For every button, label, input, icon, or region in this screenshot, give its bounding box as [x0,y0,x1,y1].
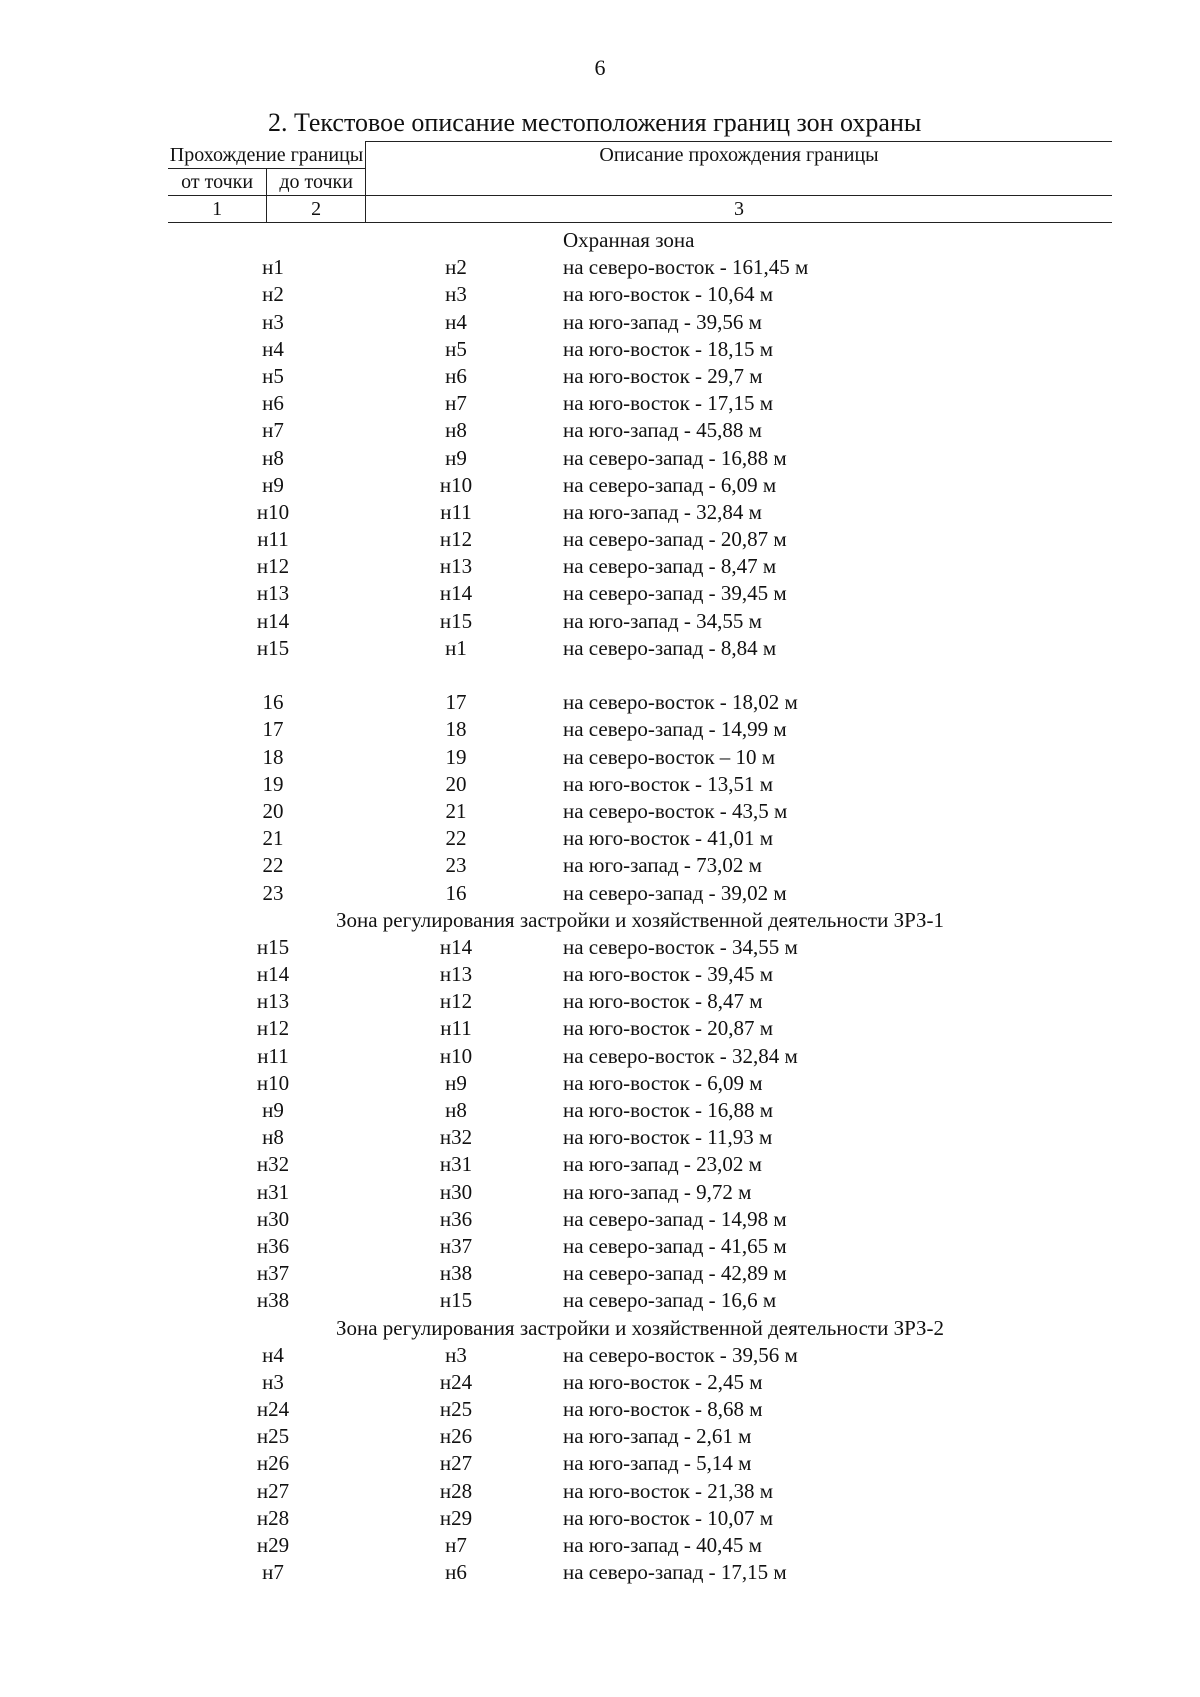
table-row [168,1396,1112,1423]
table-row [168,988,1112,1015]
from-point-cell: н28 [256,1505,290,1530]
to-point-cell: н3 [445,282,467,307]
from-point-cell: н3 [262,1369,284,1394]
from-point-cell: н25 [256,1424,290,1449]
to-point-cell: н1 [445,635,467,660]
from-point-cell: н4 [262,336,284,361]
from-point-cell: н9 [262,1098,284,1122]
description-cell: на юго-восток - 10,07 м [563,1505,774,1530]
to-point-cell: н38 [439,1261,473,1286]
from-point-cell: н29 [256,1533,290,1557]
table-row [168,390,1112,417]
table-row [168,608,1112,635]
description-cell: на юго-восток - 18,15 м [563,336,774,361]
description-cell: на северо-запад - 14,98 м [563,1206,787,1231]
from-point-cell: н30 [256,1206,290,1231]
to-point-cell: н36 [439,1206,473,1231]
to-point-cell: н14 [439,581,473,606]
to-point-cell: н6 [445,1560,467,1585]
description-cell: на юго-запад - 73,02 м [563,853,762,878]
to-point-cell: н4 [445,309,467,334]
to-point-cell: н8 [445,1098,467,1122]
table-row [168,363,1112,390]
from-point-cell: 19 [262,771,284,796]
table-row [168,309,1112,336]
from-point-cell: н10 [256,499,290,524]
description-cell: на северо-запад - 39,02 м [563,880,787,905]
table-row [168,1532,1112,1559]
description-cell: на юго-запад - 45,88 м [563,418,762,443]
table-row [168,1015,1112,1042]
description-cell: на юго-восток - 39,45 м [563,962,774,987]
description-cell: на северо-запад - 20,87 м [563,527,787,552]
description-cell: на северо-запад - 39,45 м [563,581,787,606]
table-row [168,934,1112,961]
table-row [168,1342,1112,1369]
description-cell: на северо-запад - 42,89 м [563,1261,787,1286]
zone-heading [168,907,1112,934]
from-point-cell: 20 [262,798,284,823]
from-point-cell: 21 [262,826,284,851]
from-point-cell: н11 [257,1043,289,1068]
description-cell: на северо-восток – 10 м [563,744,776,769]
to-point-cell: н29 [439,1505,473,1530]
from-point-cell: н12 [256,554,290,579]
to-point-cell: н11 [440,499,472,524]
to-point-cell: н5 [445,336,467,361]
zone-heading [168,1315,1112,1342]
table-row [168,961,1112,988]
description-cell: на северо-запад - 6,09 м [563,472,777,497]
description-cell: на северо-восток - 34,55 м [563,934,798,959]
description-cell: на юго-запад - 5,14 м [563,1451,752,1476]
table-row [168,635,1112,662]
description-cell: на юго-восток - 8,47 м [563,989,763,1014]
to-point-cell: 19 [445,744,467,769]
description-cell: на северо-запад - 41,65 м [563,1233,787,1258]
to-point-cell: н2 [445,255,467,280]
from-point-cell: н8 [262,1125,284,1150]
table-row [168,1287,1112,1314]
to-point-cell: н11 [440,1016,472,1041]
table-row [168,553,1112,580]
description-cell: на юго-восток - 20,87 м [563,1016,774,1041]
to-point-cell: н15 [439,608,473,633]
zone-heading [168,227,1112,254]
to-point-cell: н28 [439,1478,473,1503]
from-point-cell: н1 [262,255,284,280]
from-point-cell: 17 [262,717,284,742]
to-point-cell: н30 [439,1179,473,1204]
table-row [168,1233,1112,1260]
to-point-cell: 16 [445,880,467,905]
from-point-cell: н13 [256,581,290,606]
table-row [168,852,1112,879]
from-point-cell: н32 [256,1152,290,1177]
to-point-cell: н10 [439,472,473,497]
table-row [168,1559,1112,1586]
from-point-cell: н24 [256,1397,290,1422]
description-cell: на северо-восток - 32,84 м [563,1043,798,1068]
from-point-cell: н10 [256,1070,290,1095]
table-row [168,1369,1112,1396]
from-point-cell: н14 [256,608,290,633]
table-row [168,1206,1112,1233]
from-point-cell: н15 [256,635,290,660]
from-point-cell: н5 [262,363,284,388]
to-point-cell: н3 [445,1342,467,1367]
to-point-cell: н24 [439,1369,473,1394]
description-cell: на северо-запад - 16,6 м [563,1288,777,1313]
from-point-cell: н31 [256,1179,290,1204]
table-row [168,716,1112,743]
header-from-label: от точки [168,168,267,195]
to-point-cell: н6 [445,363,467,388]
document-title: 2. Текстовое описание местоположения границ зон охраны [268,108,922,137]
to-point-cell: н7 [445,1533,467,1557]
table-header [168,141,1112,223]
from-point-cell: н11 [257,527,289,552]
description-cell: на юго-восток - 21,38 м [563,1478,774,1503]
header-column-3: 3 [366,195,1113,222]
from-point-cell: н2 [262,282,284,307]
to-point-cell: 21 [445,798,467,823]
header-to-label: до точки [267,168,366,195]
to-point-cell: н37 [439,1233,473,1258]
table-body [168,227,1112,1586]
to-point-cell: 22 [445,826,467,851]
description-cell: на северо-запад - 14,99 м [563,717,787,742]
table-row [168,744,1112,771]
description-cell: на северо-восток - 43,5 м [563,798,788,823]
to-point-cell: н9 [445,445,467,470]
description-cell: на юго-запад - 23,02 м [563,1152,762,1177]
table-row [168,1260,1112,1287]
zone-heading-label: Охранная зона [563,228,695,252]
blank-row [168,662,1112,689]
description-cell: на юго-запад - 32,84 м [563,499,762,524]
to-point-cell: 17 [445,690,467,715]
table-row [168,1179,1112,1206]
table-row [168,880,1112,907]
description-cell: на северо-запад - 8,47 м [563,554,777,579]
description-cell: на северо-восток - 161,45 м [563,255,809,280]
header-description-label: Описание прохождения границы [366,142,1113,196]
table-row [168,1478,1112,1505]
from-point-cell: 18 [262,744,284,769]
to-point-cell: н25 [439,1397,473,1422]
to-point-cell: н14 [439,934,473,959]
to-point-cell: н8 [445,418,467,443]
from-point-cell: н9 [262,472,284,497]
table-row [168,771,1112,798]
table-row [168,336,1112,363]
header-group-label: Прохождение границы [168,142,366,169]
page-number: 6 [594,55,606,80]
to-point-cell: н13 [439,554,473,579]
to-point-cell: н7 [445,391,467,416]
from-point-cell: н38 [256,1288,290,1313]
description-cell: на юго-восток - 41,01 м [563,826,774,851]
from-point-cell: 23 [262,880,284,905]
to-point-cell: н26 [439,1424,473,1449]
from-point-cell: н26 [256,1451,290,1476]
from-point-cell: н15 [256,934,290,959]
to-point-cell: н12 [439,527,473,552]
table-row [168,1505,1112,1532]
table-row [168,1070,1112,1097]
from-point-cell: н14 [256,962,290,987]
table-row [168,1151,1112,1178]
to-point-cell: 23 [445,853,467,878]
table-row [168,1097,1112,1124]
from-point-cell: н13 [256,989,290,1014]
table-row [168,1124,1112,1151]
to-point-cell: н12 [439,989,473,1014]
table-row [168,1450,1112,1477]
description-cell: на северо-запад - 16,88 м [563,445,787,470]
table-row [168,798,1112,825]
zone-heading-label: Зона регулирования застройки и хозяйственной деятельности ЗРЗ-2 [335,1315,945,1340]
to-point-cell: н32 [439,1125,473,1150]
description-cell: на северо-восток - 18,02 м [563,690,798,715]
description-cell: на юго-восток - 16,88 м [563,1098,774,1122]
to-point-cell: н9 [445,1070,467,1095]
to-point-cell: 20 [445,771,467,796]
from-point-cell: н7 [262,1560,284,1585]
to-point-cell: н31 [439,1152,473,1177]
description-cell: на юго-восток - 29,7 м [563,363,763,388]
table-row [168,526,1112,553]
description-cell: на юго-восток - 8,68 м [563,1397,763,1422]
header-column-2: 2 [267,195,366,222]
header-column-1: 1 [168,195,267,222]
description-cell: на юго-запад - 34,55 м [563,608,762,633]
table-row [168,417,1112,444]
table-row [168,472,1112,499]
from-point-cell: н6 [262,391,284,416]
from-point-cell: н36 [256,1233,290,1258]
table-row [168,254,1112,281]
from-point-cell: н4 [262,1342,284,1367]
table-row [168,1043,1112,1070]
table-row [168,499,1112,526]
description-cell: на юго-восток - 6,09 м [563,1070,763,1095]
from-point-cell: н7 [262,418,284,443]
from-point-cell: н12 [256,1016,290,1041]
description-cell: на юго-запад - 9,72 м [563,1179,752,1204]
description-cell: на юго-запад - 2,61 м [563,1424,752,1449]
table-row [168,1423,1112,1450]
to-point-cell: н10 [439,1043,473,1068]
table-row [168,445,1112,472]
to-point-cell: н27 [439,1451,473,1476]
description-cell: на юго-восток - 11,93 м [563,1125,773,1150]
from-point-cell: н8 [262,445,284,470]
from-point-cell: н37 [256,1261,290,1286]
to-point-cell: 18 [445,717,467,742]
from-point-cell: 22 [262,853,284,878]
table-row [168,580,1112,607]
description-cell: на северо-восток - 39,56 м [563,1342,798,1367]
table-row [168,281,1112,308]
description-cell: на юго-восток - 2,45 м [563,1369,763,1394]
description-cell: на северо-запад - 8,84 м [563,635,777,660]
from-point-cell: 16 [262,690,284,715]
from-point-cell: н3 [262,309,284,334]
to-point-cell: н15 [439,1288,473,1313]
from-point-cell: н27 [256,1478,290,1503]
description-cell: на юго-восток - 17,15 м [563,391,774,416]
description-cell: на северо-запад - 17,15 м [563,1560,787,1585]
table-row [168,825,1112,852]
zone-heading-label: Зона регулирования застройки и хозяйственной деятельности ЗРЗ-1 [335,907,945,932]
description-cell: на юго-запад - 39,56 м [563,309,762,334]
description-cell: на юго-запад - 40,45 м [563,1533,762,1557]
to-point-cell: н13 [439,962,473,987]
table-row [168,689,1112,716]
description-cell: на юго-восток - 13,51 м [563,771,774,796]
description-cell: на юго-восток - 10,64 м [563,282,774,307]
